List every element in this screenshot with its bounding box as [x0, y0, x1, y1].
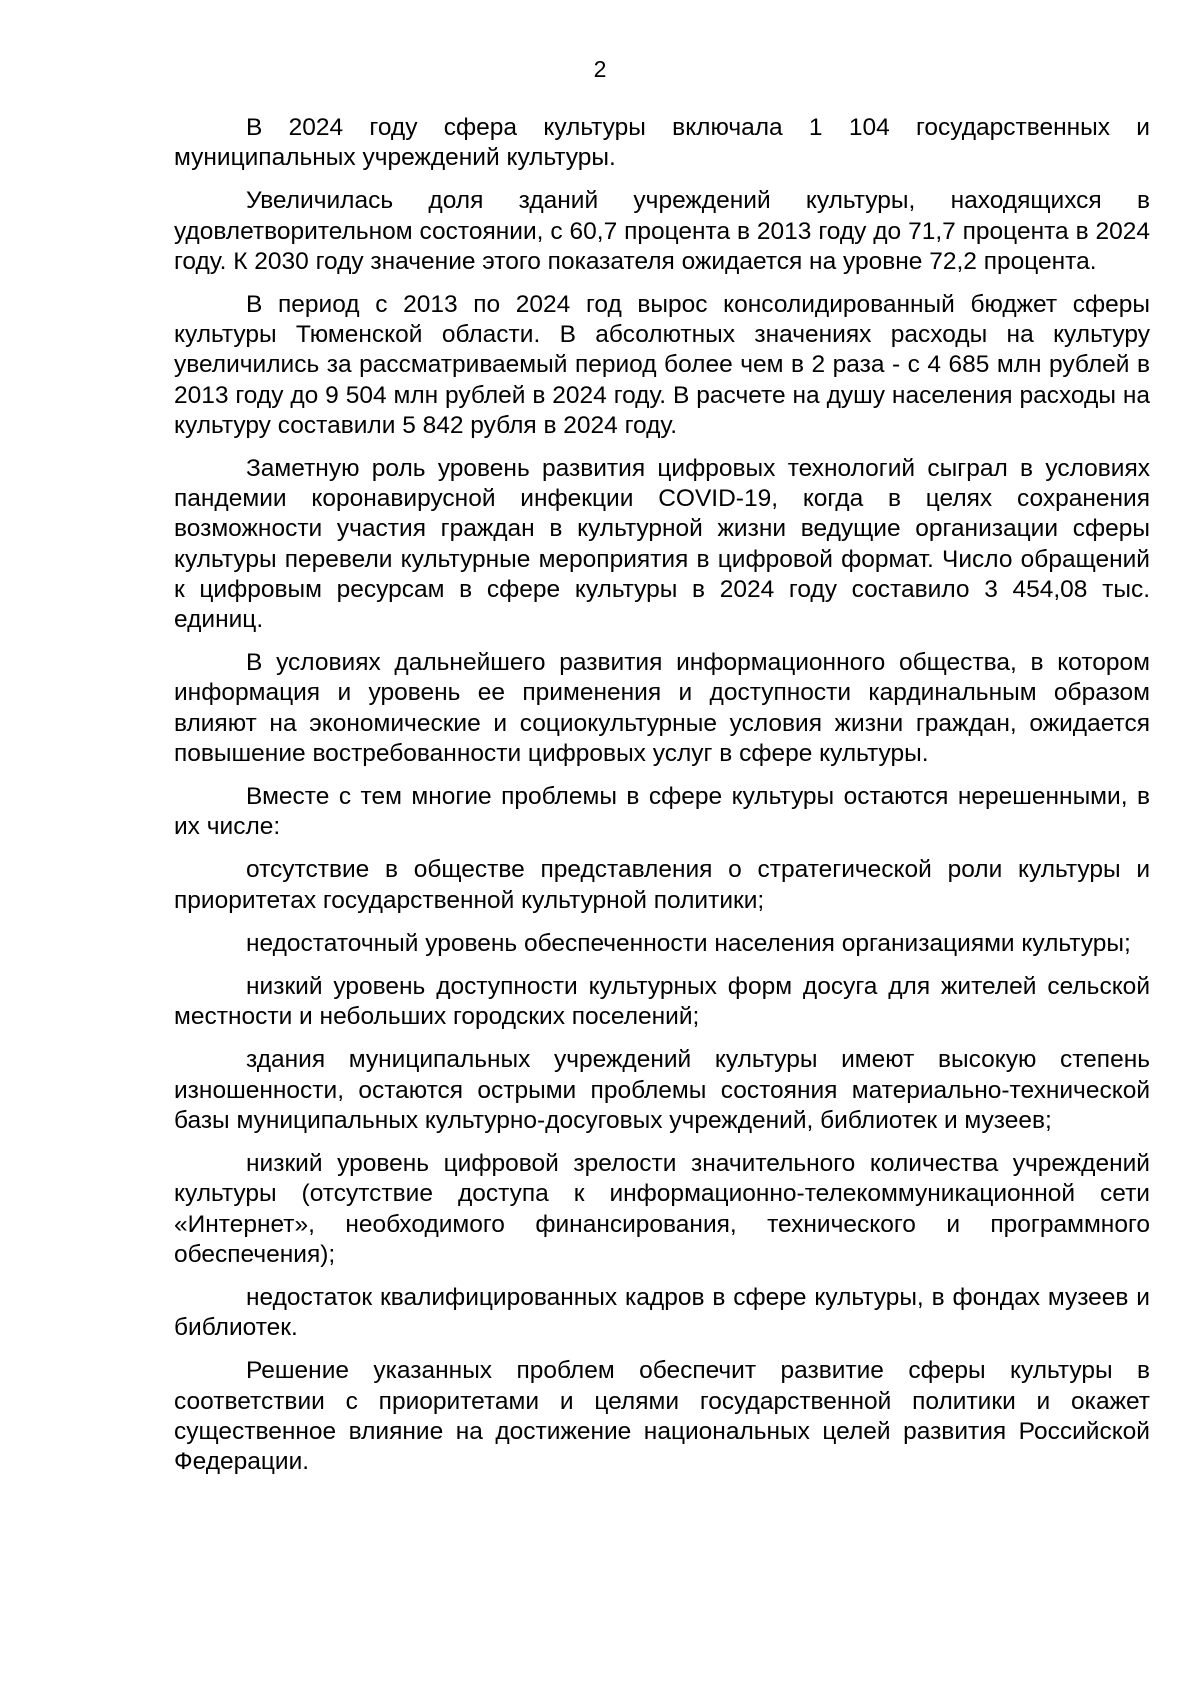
page-number: 2 [593, 56, 607, 82]
list-item-problem: отсутствие в обществе представления о стратегической роли культуры и приоритетах государственной культурной политики; [174, 856, 1150, 914]
list-item-problem: здания муниципальных учреждений культуры имеют высокую степень изношенности, остаются острыми проблемы состояния материально-технической базы муниципальных культурно-досуговых учреждений, библиотек и музеев; [174, 1046, 1150, 1134]
list-item-problem: недостаток квалифицированных кадров в сфере культуры, в фондах музеев и библиотек. [174, 1283, 1150, 1342]
paragraph-buildings-condition: Увеличилась доля зданий учреждений культуры, находящихся в удовлетворительном состоянии, с 60,7 процента в 2013 году до 71,7 процента в 2024 году. К 2030 году значение этого показателя ожидается на уровне 72,2 процента. [174, 187, 1150, 275]
list-item-problem: низкий уровень доступности культурных форм досуга для жителей сельской местности и небольших городских поселений; [174, 973, 1150, 1031]
list-item-problem: низкий уровень цифровой зрелости значительного количества учреждений культуры (отсутствие доступа к информационно-телекоммуникационной сети «Интернет», необходимого финансирования, технического и программного обеспечения); [174, 1150, 1150, 1268]
list-item-problem: недостаточный уровень обеспеченности населения организациями культуры; [246, 929, 1131, 957]
paragraph-institutions-count: В 2024 году сфера культуры включала 1 104 государственных и муниципальных учреждений культуры. [174, 114, 1150, 172]
document-body [174, 113, 1150, 1490]
paragraph-conclusion: Решение указанных проблем обеспечит развитие сферы культуры в соответствии с приоритетами и целями государственной политики и окажет существенное влияние на достижение национальных целей развития Российской Федерации. [174, 1357, 1150, 1475]
paragraph-problems-intro: Вместе с тем многие проблемы в сфере культуры остаются нерешенными, в их числе: [174, 783, 1150, 841]
paragraph-budget: В период с 2013 по 2024 год вырос консолидированный бюджет сферы культуры Тюменской области. В абсолютных значениях расходы на культуру увеличились за рассматриваемый период более чем в 2 раза - с 4 685 млн рублей в 2013 году до 9 504 млн рублей в 2024 году. В расчете на душу населения расходы на культуру составили 5 842 рубля в 2024 году. [174, 291, 1150, 439]
paragraph-information-society: В условиях дальнейшего развития информационного общества, в котором информация и уровень ее применения и доступности кардинальным образом влияют на экономические и социокультурные условия жизни граждан, ожидается повышение востребованности цифровых услуг в сфере культуры. [174, 649, 1150, 767]
paragraph-digital-technologies: Заметную роль уровень развития цифровых технологий сыграл в условиях пандемии коронавирусной инфекции COVID-19, когда в целях сохранения возможности участия граждан в культурной жизни ведущие организации сферы культуры перевели культурные мероприятия в цифровой формат. Число обращений к цифровым ресурсам в сфере культуры в 2024 году составило 3 454,08 тыс. единиц. [174, 455, 1150, 634]
